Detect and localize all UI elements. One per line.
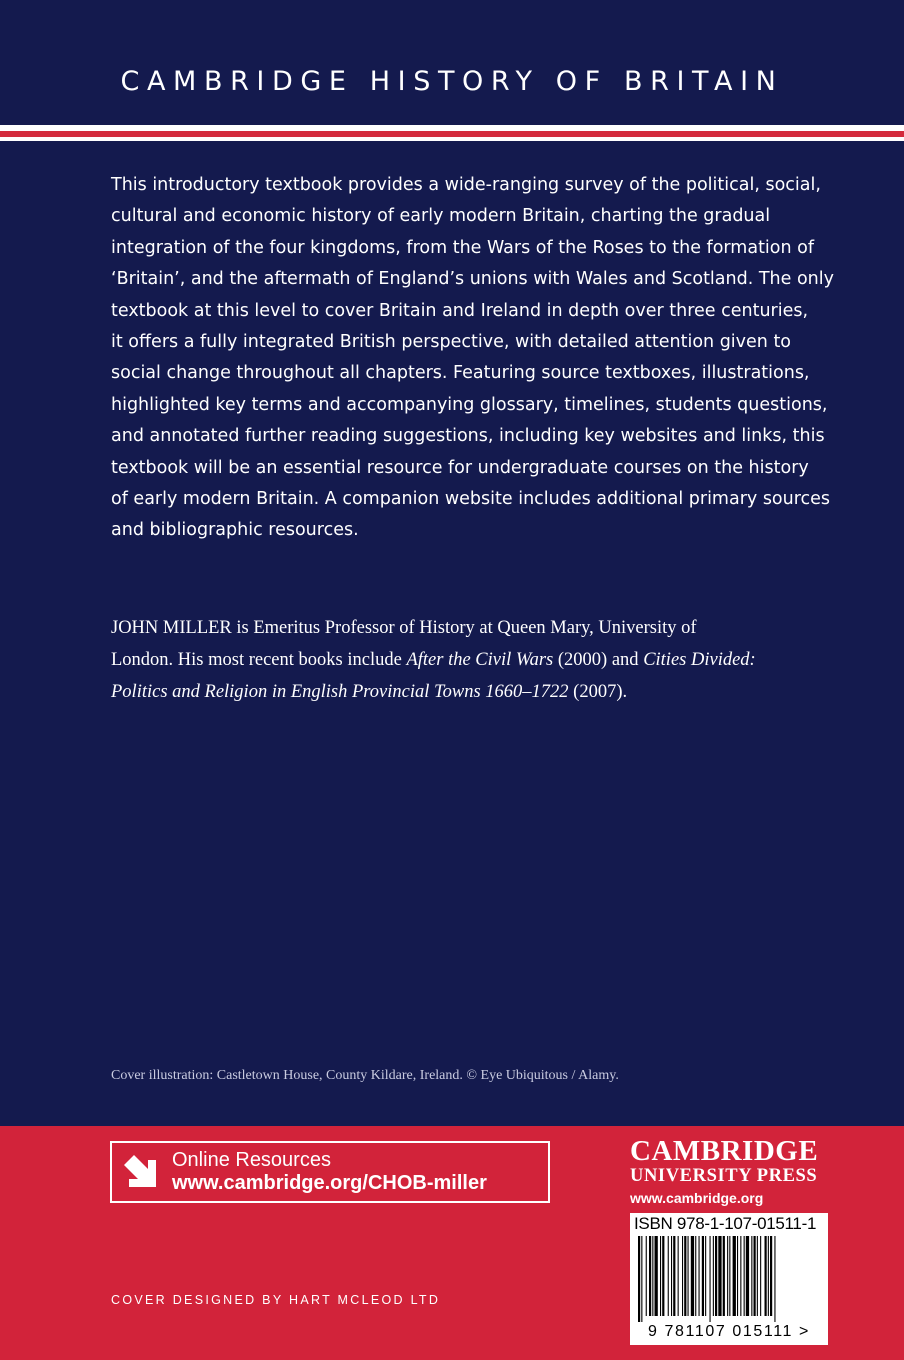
barcode-bar — [744, 1236, 745, 1316]
description-line: textbook will be an essential resource for undergraduate courses on the history — [111, 457, 809, 478]
barcode-bar — [705, 1236, 706, 1316]
barcode-bar — [751, 1236, 752, 1316]
author-bio-line: JOHN MILLER is Emeritus Professor of History at Queen Mary, University of — [111, 618, 697, 638]
description-line: textbook at this level to cover Britain and Ireland in depth over three centuries, — [111, 300, 809, 321]
barcode-bar — [774, 1236, 775, 1322]
barcode-bar — [727, 1236, 728, 1316]
series-title: CAMBRIDGE HISTORY OF BRITAIN — [120, 66, 784, 97]
barcode-bar — [673, 1236, 675, 1316]
barcode-bar — [655, 1236, 658, 1316]
author-bio-line — [111, 644, 831, 676]
barcode-bar — [695, 1236, 696, 1316]
stripe-white-bottom — [0, 137, 904, 141]
barcode-bar — [733, 1236, 736, 1316]
description-line: This introductory textbook provides a wide-ranging survey of the political, social, — [111, 175, 821, 195]
online-resources-box — [110, 1141, 550, 1203]
barcode-bar — [662, 1236, 664, 1316]
isbn-barcode — [630, 1213, 828, 1345]
bio-text: (2000) and — [553, 650, 644, 670]
barcode-bar — [757, 1236, 758, 1316]
barcode-bar — [754, 1236, 756, 1316]
barcode-bar — [746, 1236, 749, 1316]
barcode-bar — [713, 1236, 714, 1316]
barcode-bar — [671, 1236, 672, 1316]
online-resources-url[interactable]: www.cambridge.org/CHOB-miller — [172, 1172, 487, 1194]
book-title: Politics and Religion in English Provincial Towns 1660–1722 — [111, 682, 569, 702]
barcode-bar — [660, 1236, 661, 1316]
barcode-bar — [765, 1236, 767, 1316]
book-title: After the Civil Wars — [406, 650, 554, 670]
cover-illustration-credit: Cover illustration: Castletown House, County Kildare, Ireland. © Eye Ubiquitous / Alamy. — [111, 1068, 619, 1083]
barcode-bar — [649, 1236, 651, 1316]
arrow-down-right-icon — [112, 1144, 168, 1200]
description-line: and annotated further reading suggestions, including key websites and links, this — [111, 426, 825, 447]
barcode-bar — [684, 1236, 686, 1316]
cover-designer-credit: COVER DESIGNED BY HART MCLEOD LTD — [111, 1293, 441, 1307]
barcode-bar — [715, 1236, 717, 1316]
barcode-digits: 9 781107 015111 > — [648, 1323, 810, 1340]
barcode-bar — [646, 1236, 647, 1316]
bio-text: (2007). — [568, 682, 628, 702]
publisher-name: CAMBRIDGE — [630, 1135, 819, 1167]
author-bio-line — [111, 676, 831, 708]
barcode-bar — [770, 1236, 772, 1316]
description-line: of early modern Britain. A companion website includes additional primary sources — [111, 489, 831, 510]
barcode-bar — [718, 1236, 721, 1316]
author-bio — [111, 612, 831, 708]
barcode-bar — [710, 1236, 711, 1322]
description-line: cultural and economic history of early modern Britain, charting the gradual — [111, 206, 771, 227]
barcode-bar — [688, 1236, 689, 1316]
description-line: and bibliographic resources. — [111, 520, 359, 541]
barcode-bar — [729, 1236, 730, 1316]
online-resources-label: Online Resources — [172, 1149, 331, 1171]
barcode-bar — [760, 1236, 761, 1316]
barcode-bar — [682, 1236, 683, 1316]
barcode-bar — [638, 1236, 640, 1322]
publisher-url[interactable]: www.cambridge.org — [630, 1190, 764, 1206]
barcode-bar — [691, 1236, 694, 1316]
barcode-bars — [636, 1236, 822, 1322]
bio-text: London. His most recent books include — [111, 650, 407, 670]
barcode-bar — [740, 1236, 741, 1316]
isbn-label: ISBN 978-1-107-01511-1 — [634, 1214, 817, 1233]
description-line: ‘Britain’, and the aftermath of England’s unions with Wales and Scotland. The only — [111, 269, 834, 290]
barcode-bar — [702, 1236, 704, 1316]
description-line: highlighted key terms and accompanying glossary, timelines, students questions, — [111, 394, 828, 415]
book-description — [111, 170, 834, 547]
description-line: integration of the four kingdoms, from the Wars of the Roses to the formation of — [111, 237, 815, 258]
barcode-bar — [652, 1236, 653, 1316]
description-line: it offers a fully integrated British perspective, with detailed attention given to — [111, 332, 792, 353]
book-title: Cities Divided: — [643, 650, 756, 670]
publisher-press: UNIVERSITY PRESS — [630, 1166, 818, 1186]
barcode-bar — [737, 1236, 738, 1316]
barcode-bar — [723, 1236, 725, 1316]
barcode-bar — [641, 1236, 642, 1322]
description-line: social change throughout all chapters. Featuring source textboxes, illustrations, — [111, 363, 810, 384]
barcode-bar — [699, 1236, 700, 1316]
barcode-bar — [678, 1236, 679, 1316]
barcode-bar — [668, 1236, 669, 1316]
publisher-logo — [630, 1136, 830, 1206]
barcode-bar — [768, 1236, 769, 1316]
